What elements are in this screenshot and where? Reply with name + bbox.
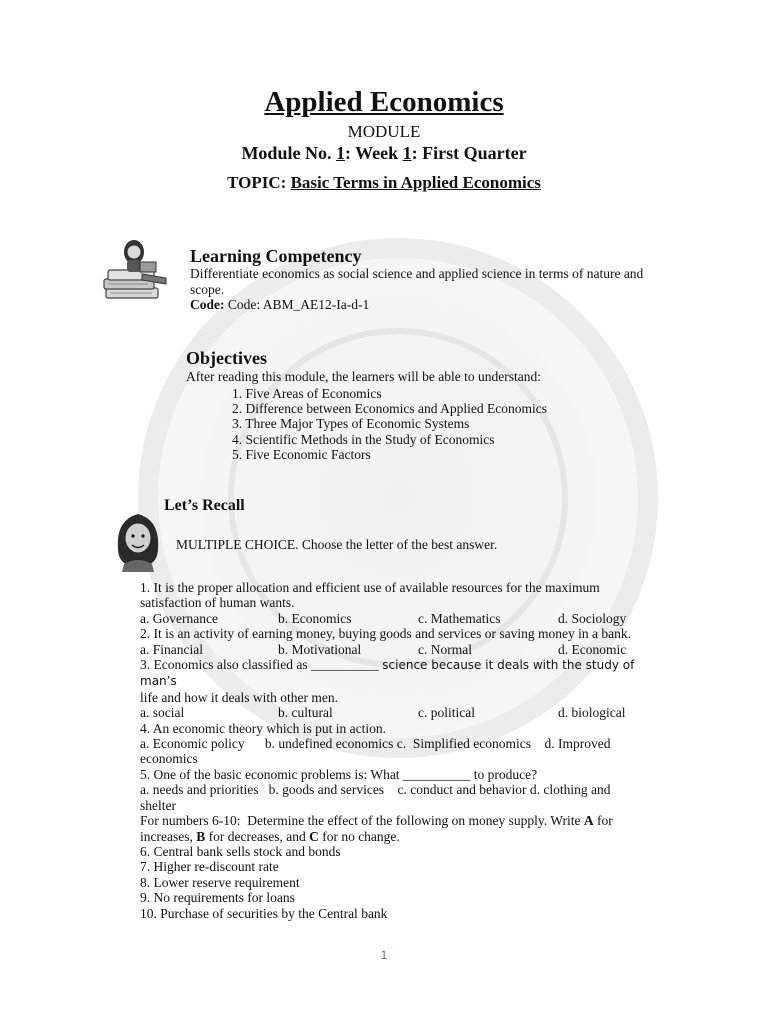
letter-c: C (309, 828, 319, 844)
choice: a. Governance (140, 610, 218, 626)
q4-choices-line2: economics (140, 751, 198, 767)
q3-line2: life and how it deals with other men. (140, 689, 338, 705)
q3-line1 (140, 657, 660, 690)
competency-heading: Learning Competency (190, 246, 362, 266)
q5-choices-line1: a. needs and priorities b. goods and services c. conduct and behavior d. clothing and (140, 782, 611, 798)
module-number: 1 (335, 143, 345, 163)
choice: d. Economic (558, 641, 627, 657)
week-prefix: : Week (344, 143, 403, 163)
choice: b. Economics (278, 610, 352, 626)
q3-text-a: 3. Economics also classified as (140, 657, 311, 673)
choice: c. political (418, 705, 475, 721)
document-title: Applied Economics (264, 86, 504, 118)
module-prefix: Module No. (241, 143, 336, 163)
letter-b: B (196, 828, 206, 844)
choice: c. Normal (418, 641, 472, 657)
letter-a: A (583, 813, 594, 829)
page-number: 1 (380, 948, 388, 962)
recall-heading: Let’s Recall (164, 497, 245, 514)
module-week-quarter (0, 143, 768, 164)
objective-item: 5. Five Economic Factors (232, 446, 371, 462)
competency-text-line1: Differentiate economics as social science and applied science in terms of nature and (190, 266, 644, 281)
instr-text: increases, (140, 828, 197, 844)
instr-text: for no change. (318, 828, 400, 844)
objectives-list (232, 386, 547, 462)
q5-text: 5. One of the basic economic problems is: What __________ to produce? (140, 766, 538, 782)
choice: d. Sociology (558, 610, 627, 626)
choice: d. biological (558, 705, 626, 721)
competency-code (190, 297, 369, 313)
instr-text: For numbers 6-10: Determine the effect of the following on money supply. Write (140, 813, 584, 829)
choice: a. Financial (140, 641, 203, 657)
instructions-6-10-line1 (140, 813, 660, 828)
question-1 (140, 580, 660, 921)
objectives-intro: After reading this module, the learners will be able to understand: (186, 369, 542, 384)
q2-text: 2. It is an activity of earning money, buying goods and services or saving money in a bank. (140, 626, 632, 642)
item-7: 7. Higher re-discount rate (140, 859, 279, 875)
objective-item: 3. Three Major Types of Economic Systems (232, 416, 470, 432)
q4-choices-line1: a. Economic policy b. undefined economics c. Simplified economics d. Improved (140, 736, 611, 752)
instructions-6-10-line2 (140, 829, 660, 844)
teacher-avatar-icon (112, 508, 164, 572)
item-10: 10. Purchase of securities by the Central bank (140, 905, 388, 921)
week-number: 1 (402, 143, 412, 163)
q3-choices (140, 705, 660, 720)
topic-line (0, 173, 768, 193)
choice: a. social (140, 705, 185, 721)
reading-girl-icon (102, 238, 180, 308)
q3-blank: __________ (310, 657, 379, 673)
objective-item: 1. Five Areas of Economics (232, 386, 382, 401)
q3-text-b: science because it deals with the study of man’s (140, 658, 635, 689)
objective-item: 4. Scientific Methods in the Study of Economics (232, 431, 495, 447)
item-8: 8. Lower reserve requirement (140, 874, 300, 890)
objectives-heading: Objectives (186, 348, 267, 368)
instr-text: for (593, 813, 613, 829)
q1-line2: satisfaction of human wants. (140, 595, 295, 611)
topic-prefix: TOPIC: (227, 173, 291, 192)
quarter-label: : First Quarter (411, 143, 527, 163)
choice: b. cultural (278, 705, 333, 721)
q5-choices-line2: shelter (140, 797, 176, 813)
choice: c. Mathematics (418, 610, 501, 626)
q4-text: 4. An economic theory which is put in action. (140, 720, 386, 736)
recall-instruction: MULTIPLE CHOICE. Choose the letter of the best answer. (176, 537, 498, 552)
item-6: 6. Central bank sells stock and bonds (140, 843, 341, 859)
objective-item: 2. Difference between Economics and Applied Economics (232, 401, 548, 417)
choice: b. Motivational (278, 641, 362, 657)
code-label: Code: (190, 297, 225, 312)
code-value: Code: ABM_AE12-Ia-d-1 (224, 297, 370, 312)
item-9: 9. No requirements for loans (140, 890, 295, 906)
q2-choices (140, 642, 660, 657)
q1-choices (140, 611, 660, 626)
instr-text: for decreases, and (205, 828, 310, 844)
topic-title: Basic Terms in Applied Economics (290, 173, 541, 192)
q1-line1: 1. It is the proper allocation and efficient use of available resources for the maximum (140, 580, 600, 595)
competency-text-line2: scope. (190, 282, 225, 297)
module-label: MODULE (347, 122, 421, 141)
